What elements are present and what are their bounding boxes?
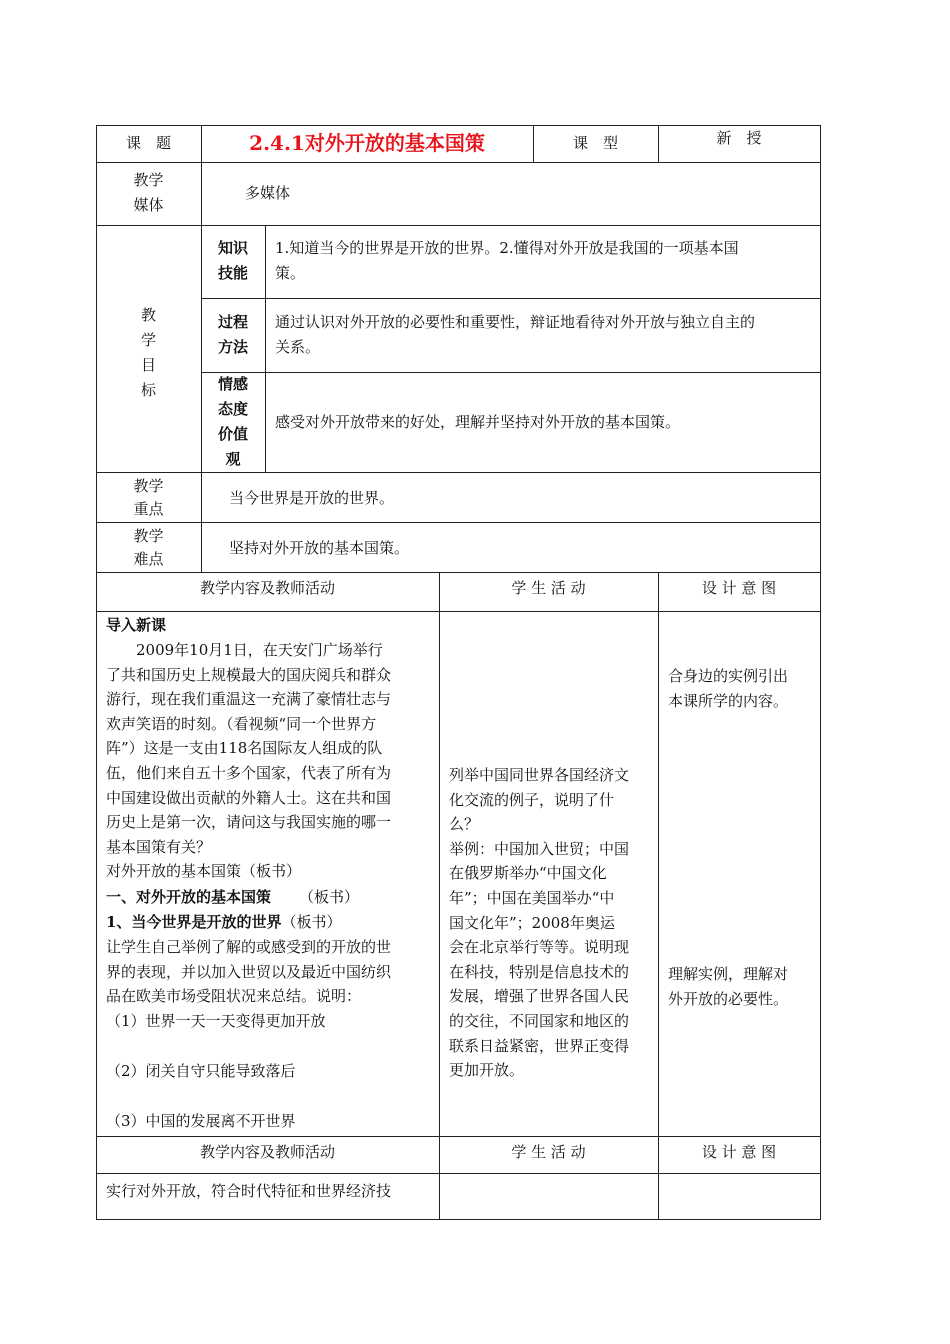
media-value: 多媒体 xyxy=(245,184,291,202)
difficulty-value: 坚持对外开放的基本国策。 xyxy=(229,539,410,557)
goals-label-1: 教 xyxy=(140,306,156,324)
media-label-line1: 教学 xyxy=(133,171,164,189)
design-intent-1: 合身边的实例引出 本课所学的内容。 xyxy=(668,667,789,710)
intro-paragraph: 2009年10月1日，在天安门广场举行 了共和国历史上规模最大的国庆阅兵和群众 游行，现在我们重温这一充满了豪情壮志与 欢声笑语的时刻。（看视频“同一个世界方 阵”）这是一支由118名国际友人组成的队 伍，他们来自五十多个国家，代表了所有为 中国建设做出贡献的外籍人士。这在共和国 历史上是第一次，请问这与我国实施的哪一 基本国策有关？ 对外开放的基本国策（板书） xyxy=(106,641,392,881)
section-title: 一、对外开放的基本国策 xyxy=(106,888,272,906)
key-point-value: 当今世界是开放的世界。 xyxy=(229,489,395,507)
point-1: （1）世界一天一天变得更加开放 xyxy=(106,1012,326,1030)
goal-knowledge-line-2: 策。 xyxy=(275,264,306,282)
type-label: 课 型 xyxy=(572,134,618,152)
goals-label-2: 学 xyxy=(140,331,156,349)
goal-process-label-2: 方法 xyxy=(217,338,248,356)
goal-process-line-2: 关系。 xyxy=(275,338,321,356)
goals-label-3: 目 xyxy=(140,356,156,374)
section-note: （板书） xyxy=(299,888,360,906)
continued-teacher-line: 实行对外开放，符合时代特征和世界经济技 xyxy=(106,1182,392,1200)
point-2: （2）闭关自守只能导致落后 xyxy=(106,1062,296,1080)
goal-process-line-1: 通过认识对外开放的必要性和重要性，辩证地看待对外开放与独立自主的 xyxy=(275,313,756,331)
goal-emotion-label-1: 情感 xyxy=(217,375,248,393)
sub-note: （板书） xyxy=(281,913,342,931)
difficulty-label-1: 教学 xyxy=(133,527,164,545)
col-header-student: 学 生 活 动 xyxy=(511,579,586,597)
key-point-label-2: 重点 xyxy=(133,500,164,518)
goal-emotion-label-3: 价值 xyxy=(217,425,248,443)
goal-knowledge-label-1: 知识 xyxy=(217,239,248,257)
topic-label: 课 题 xyxy=(125,134,171,152)
section-title-row xyxy=(106,885,359,910)
goal-emotion-line-1: 感受对外开放带来的好处，理解并坚持对外开放的基本国策。 xyxy=(275,413,681,431)
intro-heading: 导入新课 xyxy=(106,616,167,634)
col-header-teacher: 教学内容及教师活动 xyxy=(199,579,335,597)
point-3: （3）中国的发展离不开世界 xyxy=(106,1112,296,1130)
col-header-design: 设 计 意 图 xyxy=(701,579,777,597)
goal-knowledge-label-2: 技能 xyxy=(217,264,248,282)
design-intent-2: 理解实例，理解对 外开放的必要性。 xyxy=(668,965,789,1008)
goal-emotion-label-2: 态度 xyxy=(217,400,248,418)
explain-paragraph: 让学生自己举例了解的或感受到的开放的世 界的表现，并以加入世贸以及最近中国纺织 品在欧美市场受阻状况来总结。说明： xyxy=(106,938,392,1006)
lesson-title: 2.4.1对外开放的基本国策 xyxy=(249,131,485,155)
goals-label-4: 标 xyxy=(140,381,156,399)
difficulty-label-2: 难点 xyxy=(133,550,164,568)
col-header-design-2: 设 计 意 图 xyxy=(701,1143,777,1161)
sub-title: 1、当今世界是开放的世界 xyxy=(106,913,282,931)
type-value: 新 授 xyxy=(716,129,762,147)
sub-title-row xyxy=(106,910,341,935)
col-header-teacher-2: 教学内容及教师活动 xyxy=(199,1143,335,1161)
goal-knowledge-line-1: 1.知道当今的世界是开放的世界。2.懂得对外开放是我国的一项基本国 xyxy=(275,239,739,257)
student-activity: 列举中国同世界各国经济文 化交流的例子，说明了什 么？ 举例：中国加入世贸；中国 在俄罗斯举办“中国文化 年”；中国在美国举办“中 国文化年”；2008年奥运 会在北京举行等等。说明现 在科技，特别是信息技术的 发展，增强了世界各国人民 的交往，不同国家和地区的 联系日益紧密，世界正变得 更加开放。 xyxy=(449,766,630,1080)
goal-process-label-1: 过程 xyxy=(217,313,248,331)
media-label-line2: 媒体 xyxy=(133,196,164,214)
key-point-label-1: 教学 xyxy=(133,477,164,495)
col-header-student-2: 学 生 活 动 xyxy=(511,1143,586,1161)
goal-emotion-label-4: 观 xyxy=(225,450,241,468)
